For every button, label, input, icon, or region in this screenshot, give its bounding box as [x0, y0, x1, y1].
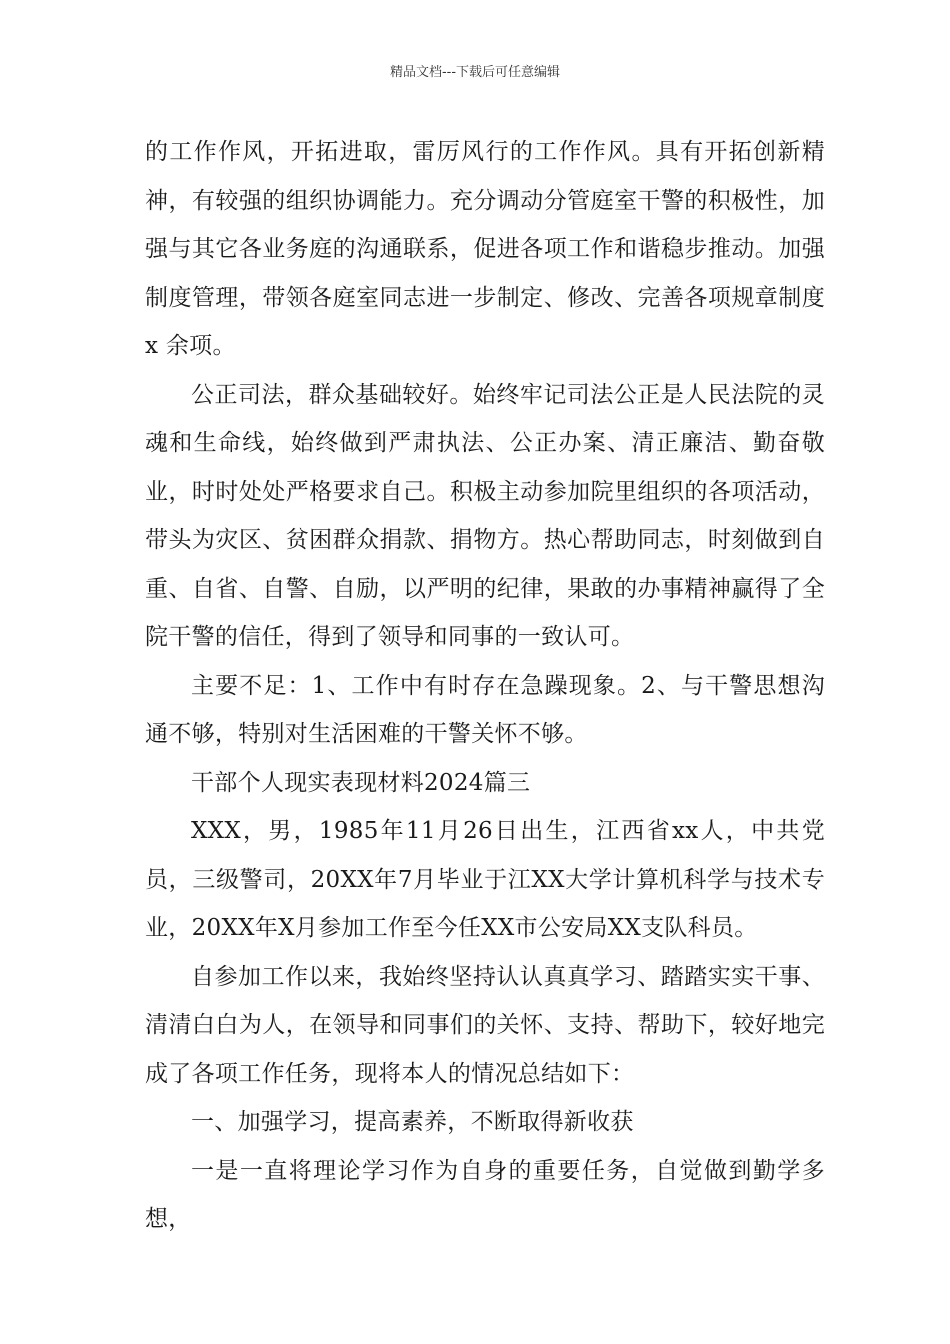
page-header: 精品文档---下载后可任意编辑 [389, 65, 561, 80]
document-body [145, 128, 825, 1244]
paragraph-shortcomings: 主要不足：1、工作中有时存在急躁现象。2、与干警思想沟通不够，特别对生活困难的干警关怀不够。 [145, 672, 825, 747]
paragraph-profile: XXX，男，1985年11月26日出生，江西省xx人，中共党员，三级警司，20XX年7月毕业于江XX大学计算机科学与技术专业，20XX年X月参加工作至今任XX市公安局XX支队科员。 [145, 818, 825, 941]
paragraph-fair-justice: 公正司法，群众基础较好。始终牢记司法公正是人民法院的灵魂和生命线，始终做到严肃执法、公正办案、清正廉洁、勤奋敬业，时时处处严格要求自己。积极主动参加院里组织的各项活动，带头为灾区、贫困群众捐款、捐物方。热心帮助同志，时刻做到自重、自省、自警、自励，以严明的纪律，果敢的办事精神赢得了全院干警的信任，得到了领导和同事的一致认可。 [145, 381, 825, 650]
paragraph-work-style: 的工作作风，开拓进取，雷厉风行的工作作风。具有开拓创新精神，有较强的组织协调能力。充分调动分管庭室干警的积极性，加强与其它各业务庭的沟通联系，促进各项工作和谐稳步推动。加强制度管理，带领各庭室同志进一步制定、修改、完善各项规章制度 x 余项。 [145, 139, 825, 359]
paragraph-intro: 自参加工作以来，我始终坚持认认真真学习、踏踏实实干事、清清白白为人，在领导和同事们的关怀、支持、帮助下，较好地完成了各项工作任务，现将本人的情况总结如下： [145, 963, 825, 1087]
subheading-study: 一、加强学习，提高素养，不断取得新收获 [191, 1109, 634, 1135]
paragraph-theory-study: 一是一直将理论学习作为自身的重要任务，自觉做到勤学多想， [145, 1157, 825, 1232]
section-title: 干部个人现实表现材料2024篇三 [191, 769, 531, 796]
